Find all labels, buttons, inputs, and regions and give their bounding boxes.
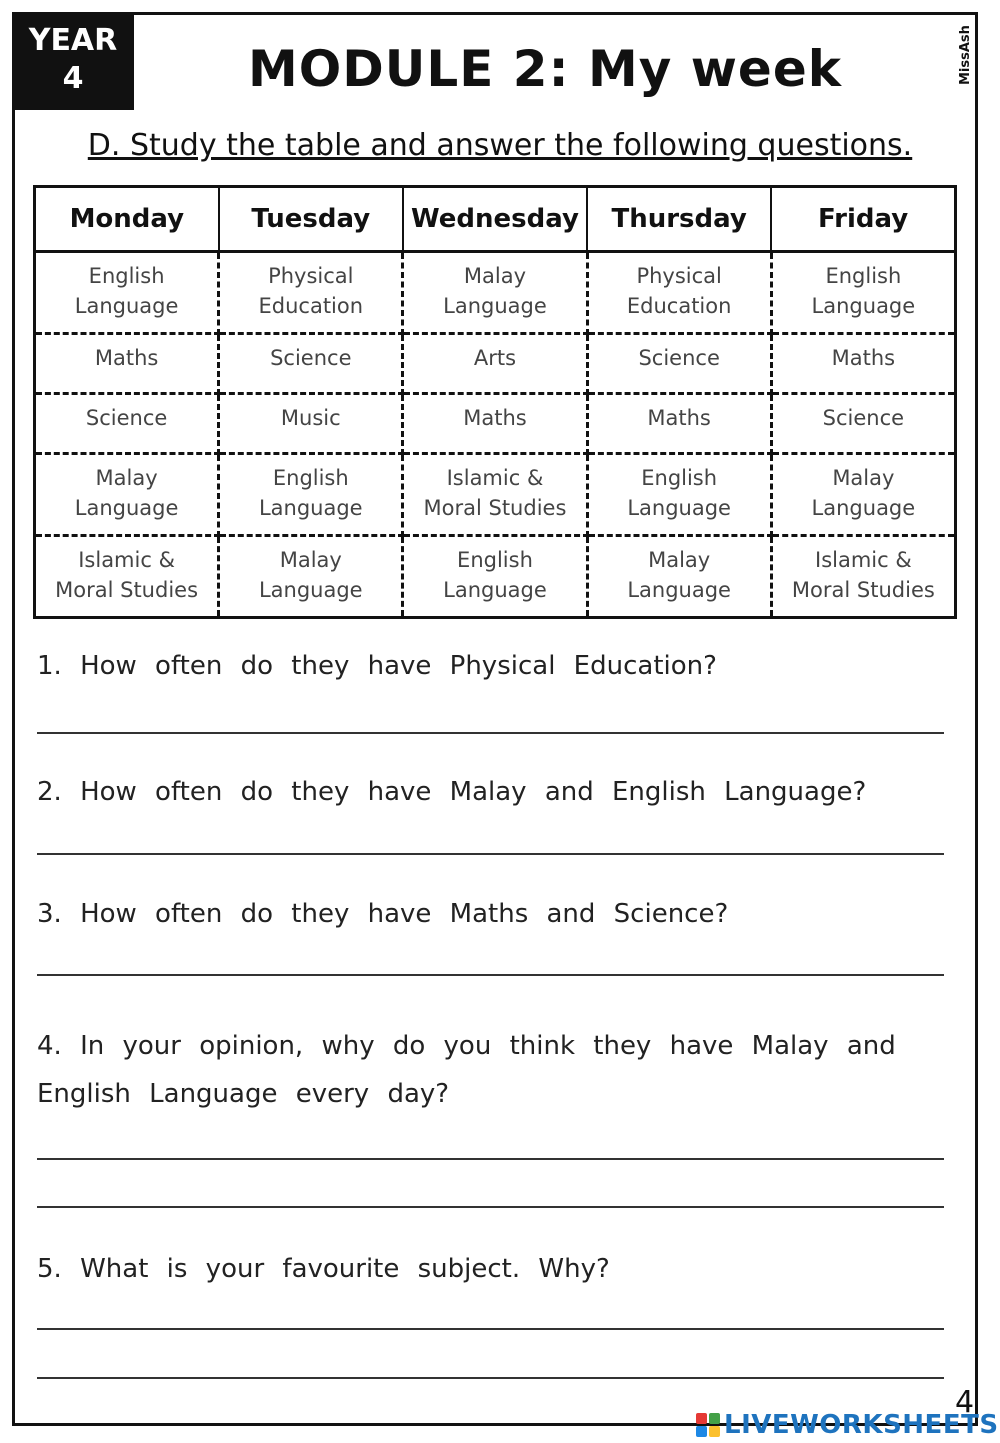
table-row xyxy=(35,252,956,334)
question-2: 2. How often do they have Malay and English Language? xyxy=(37,777,867,807)
subject-cell: Science xyxy=(219,334,403,394)
table-row xyxy=(35,334,956,394)
author-credit: MissAsh xyxy=(958,25,973,85)
subject-cell: English Language xyxy=(587,454,771,536)
subject-cell: Maths xyxy=(587,394,771,454)
subject-cell: Islamic & Moral Studies xyxy=(35,536,219,618)
year-label: YEAR xyxy=(28,23,118,58)
subject-cell: Malay Language xyxy=(587,536,771,618)
question-1: 1. How often do they have Physical Education? xyxy=(37,651,717,681)
subject-cell: English Language xyxy=(35,252,219,334)
table-row xyxy=(35,394,956,454)
subject-cell: English Language xyxy=(403,536,587,618)
logo-square-icon xyxy=(709,1413,720,1424)
subject-cell: Islamic & Moral Studies xyxy=(403,454,587,536)
subject-cell: Science xyxy=(35,394,219,454)
subject-cell: Science xyxy=(771,394,955,454)
subject-cell: Science xyxy=(587,334,771,394)
liveworksheets-brand: LIVEWORKSHEETS xyxy=(724,1410,999,1440)
subject-cell: Physical Education xyxy=(219,252,403,334)
page-title: MODULE 2: My week xyxy=(247,40,842,98)
liveworksheets-footer[interactable] xyxy=(696,1410,999,1440)
subject-cell: Maths xyxy=(35,334,219,394)
subject-cell: Islamic & Moral Studies xyxy=(791,548,935,602)
logo-square-icon xyxy=(709,1426,720,1437)
question-5: 5. What is your favourite subject. Why? xyxy=(37,1254,610,1284)
logo-square-icon xyxy=(696,1426,707,1437)
answer-line-2[interactable] xyxy=(37,853,944,855)
subject-cell: Maths xyxy=(403,394,587,454)
answer-line-5b[interactable] xyxy=(37,1377,944,1379)
table-row xyxy=(35,454,956,536)
subject-cell: English Language xyxy=(219,454,403,536)
year-number: 4 xyxy=(62,61,84,96)
liveworksheets-logo-icon xyxy=(696,1413,720,1437)
answer-line-1[interactable] xyxy=(37,732,944,734)
answer-line-5a[interactable] xyxy=(37,1328,944,1330)
year-badge xyxy=(12,12,134,110)
subject-cell: English Language xyxy=(771,252,955,334)
table-row xyxy=(35,536,956,618)
instruction-heading: D. Study the table and answer the following questions. xyxy=(87,128,913,163)
day-header: Wednesday xyxy=(403,187,587,252)
subject-cell: Malay Language xyxy=(771,454,955,536)
subject-cell: Malay Language xyxy=(403,252,587,334)
subject-cell: Malay Language xyxy=(35,454,219,536)
subject-cell: Arts xyxy=(403,334,587,394)
day-header: Thursday xyxy=(587,187,771,252)
subject-cell: Maths xyxy=(771,334,955,394)
page-number: 4 xyxy=(955,1385,975,1420)
question-4: 4. In your opinion, why do you think they have Malay and English Language every day? xyxy=(37,1031,896,1109)
subject-cell: Physical Education xyxy=(587,252,771,334)
day-header: Monday xyxy=(35,187,219,252)
answer-line-3[interactable] xyxy=(37,974,944,976)
timetable xyxy=(33,185,957,619)
timetable-header-row xyxy=(35,187,956,252)
question-3: 3. How often do they have Maths and Science? xyxy=(37,899,729,929)
answer-line-4a[interactable] xyxy=(37,1158,944,1160)
day-header: Friday xyxy=(771,187,955,252)
subject-cell: Music xyxy=(219,394,403,454)
day-header: Tuesday xyxy=(219,187,403,252)
subject-cell: Malay Language xyxy=(219,536,403,618)
logo-square-icon xyxy=(696,1413,707,1424)
answer-line-4b[interactable] xyxy=(37,1206,944,1208)
